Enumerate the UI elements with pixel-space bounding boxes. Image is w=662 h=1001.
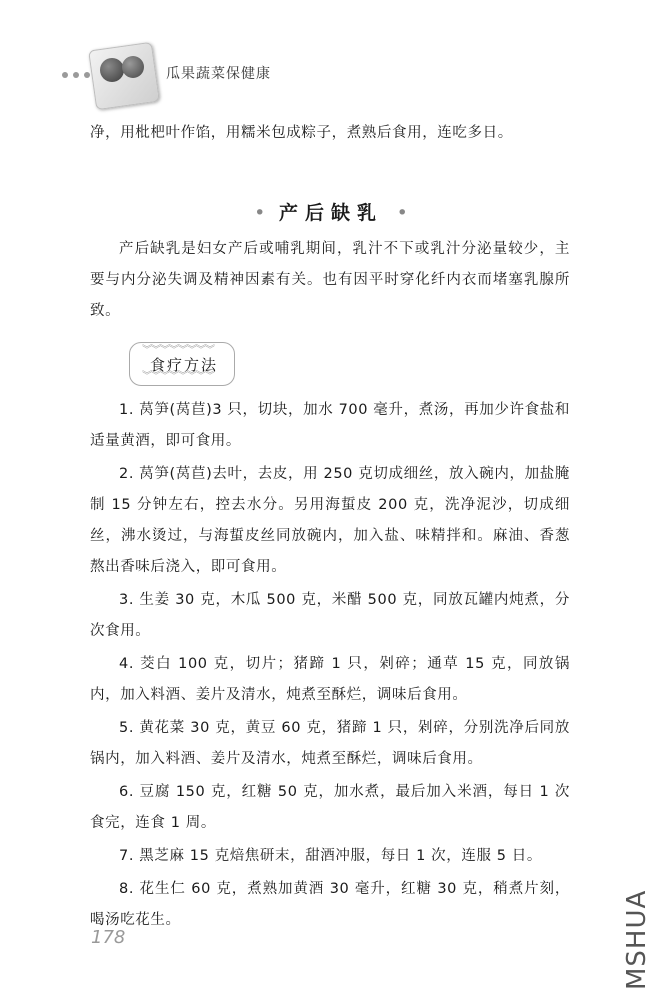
watermark: MSHUA	[622, 889, 652, 990]
plate-illustration	[88, 42, 160, 110]
chevron-border-icon: ︾︾︾︾︾︾︾︾	[142, 345, 214, 356]
method-banner-label: 食疗方法	[150, 356, 219, 374]
list-item: 6. 豆腐 150 克，红糖 50 克，加水煮，最后加入米酒，每日 1 次食完，连食 1 周。	[90, 784, 570, 831]
fruit-icon	[122, 56, 144, 78]
book-title: 瓜果蔬菜保健康	[166, 66, 271, 82]
page-number: 178	[91, 927, 126, 948]
section-title-text: 产后缺乳	[278, 202, 383, 224]
decorative-dots	[62, 72, 90, 78]
title-bullet-left: •	[254, 202, 266, 224]
list-item: 2. 莴笋(莴苣)去叶，去皮，用 250 克切成细丝，放入碗内，加盐腌制 15 分钟左右，控去水分。另用海蜇皮 200 克，洗净泥沙，切成细丝，沸水烫过，与海蜇皮丝同放碗内，加入盐、味精拌和。麻油、香葱熬出香味后浇入，即可食用。	[90, 466, 570, 575]
list-item: 5. 黄花菜 30 克，黄豆 60 克，猪蹄 1 只，剁碎，分别洗净后同放锅内，加入料酒、姜片及清水，炖煮至酥烂，调味后食用。	[90, 720, 570, 767]
section-title	[0, 198, 662, 225]
chevron-border-icon: ︾︾︾︾︾︾︾︾	[142, 371, 214, 382]
list-item: 7. 黑芝麻 15 克焙焦研末，甜酒冲服，每日 1 次，连服 5 日。	[119, 848, 542, 864]
fruit-icon	[100, 58, 124, 82]
page-header	[0, 0, 662, 110]
title-bullet-right: •	[396, 202, 408, 224]
method-banner	[129, 342, 235, 386]
list-item: 4. 茭白 100 克，切片；猪蹄 1 只，剁碎；通草 15 克，同放锅内，加入料酒、姜片及清水，炖煮至酥烂，调味后食用。	[90, 656, 570, 703]
list-item: 8. 花生仁 60 克，煮熟加黄酒 30 毫升，红糖 30 克，稍煮片刻，喝汤吃花生。	[90, 881, 570, 928]
list-item: 3. 生姜 30 克，木瓜 500 克，米醋 500 克，同放瓦罐内炖煮，分次食用。	[90, 592, 570, 639]
recipe-list	[90, 395, 570, 938]
list-item: 1. 莴笋(莴苣)3 只，切块，加水 700 毫升，煮汤，再加少许食盐和适量黄酒，即可食用。	[90, 402, 570, 449]
intro-paragraph: 产后缺乳是妇女产后或哺乳期间，乳汁不下或乳汁分泌量较少，主要与内分泌失调及精神因素有关。也有因平时穿化纤内衣而堵塞乳腺所致。	[90, 241, 570, 319]
continuation-paragraph: 净，用枇杷叶作馅，用糯米包成粽子，煮熟后食用，连吃多日。	[90, 125, 513, 141]
